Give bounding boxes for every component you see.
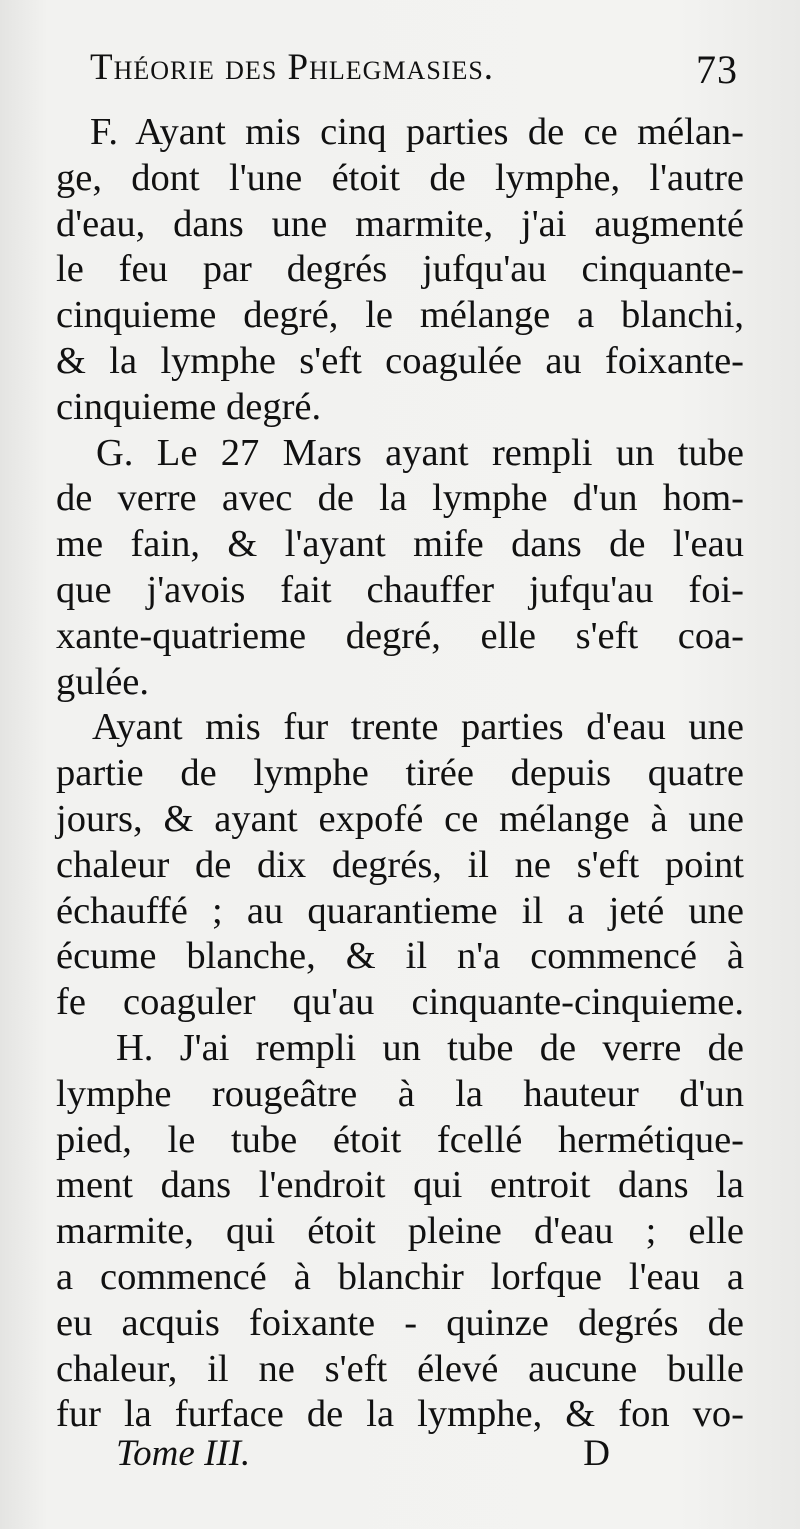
text-line: xante-quatrieme degré, elle s'eft coa- [56, 614, 744, 657]
text-line: ment dans l'endroit qui entroit dans la [56, 1164, 744, 1207]
text-line: que j'avois fait chauffer jufqu'au foi- [56, 568, 744, 611]
running-title: Théorie des Phlegmasies. [90, 47, 495, 88]
volume-signature: Tome III. [116, 1433, 251, 1474]
body-text [56, 110, 744, 1438]
text-line: pied, le tube étoit fcellé hermétique- [56, 1118, 744, 1161]
text-line: lymphe rougeâtre à la hauteur d'un [56, 1072, 744, 1115]
text-line: gulée. [56, 660, 149, 703]
text-line: H. J'ai rempli un tube de verre de [116, 1026, 744, 1069]
text-line: cinquieme degré. [56, 385, 322, 428]
text-line: jours, & ayant expofé ce mélange à une [56, 797, 744, 840]
text-line: & la lymphe s'eft coagulée au foixante- [56, 339, 744, 382]
text-line: eu acquis foixante - quinze degrés de [56, 1301, 744, 1344]
text-line: cinquieme degré, le mélange a blanchi, [56, 294, 744, 337]
text-line: F. Ayant mis cinq parties de ce mélan- [90, 111, 744, 153]
catchword: D [583, 1433, 610, 1474]
page-footer [116, 1432, 610, 1482]
text-line: chaleur, il ne s'eft élevé aucune bulle [56, 1347, 744, 1390]
running-head [90, 46, 738, 102]
page-number: 73 [696, 47, 738, 92]
text-line: chaleur de dix degrés, il ne s'eft point [56, 843, 744, 886]
text-line: d'eau, dans une marmite, j'ai augmenté [56, 202, 744, 245]
text-line: le feu par degrés jufqu'au cinquante- [56, 248, 744, 291]
text-line: me fain, & l'ayant mife dans de l'eau [56, 523, 744, 566]
text-line: fur la furface de la lymphe, & fon vo- [56, 1393, 744, 1436]
text-line: a commencé à blanchir lorfque l'eau a [56, 1255, 744, 1298]
text-line: ge, dont l'une étoit de lymphe, l'autre [56, 156, 744, 199]
text-line: G. Le 27 Mars ayant rempli un tube [96, 431, 744, 474]
text-line: de verre avec de la lymphe d'un hom- [56, 477, 744, 520]
text-line: partie de lymphe tirée depuis quatre [56, 752, 744, 795]
text-line: écume blanche, & il n'a commencé à [56, 935, 744, 978]
text-line: Ayant mis fur trente parties d'eau une [92, 706, 744, 749]
text-line: fe coaguler qu'au cinquante-cinquieme. [56, 981, 744, 1024]
text-line: échauffé ; au quarantieme il a jeté une [56, 889, 744, 932]
text-line: marmite, qui étoit pleine d'eau ; elle [56, 1210, 744, 1253]
